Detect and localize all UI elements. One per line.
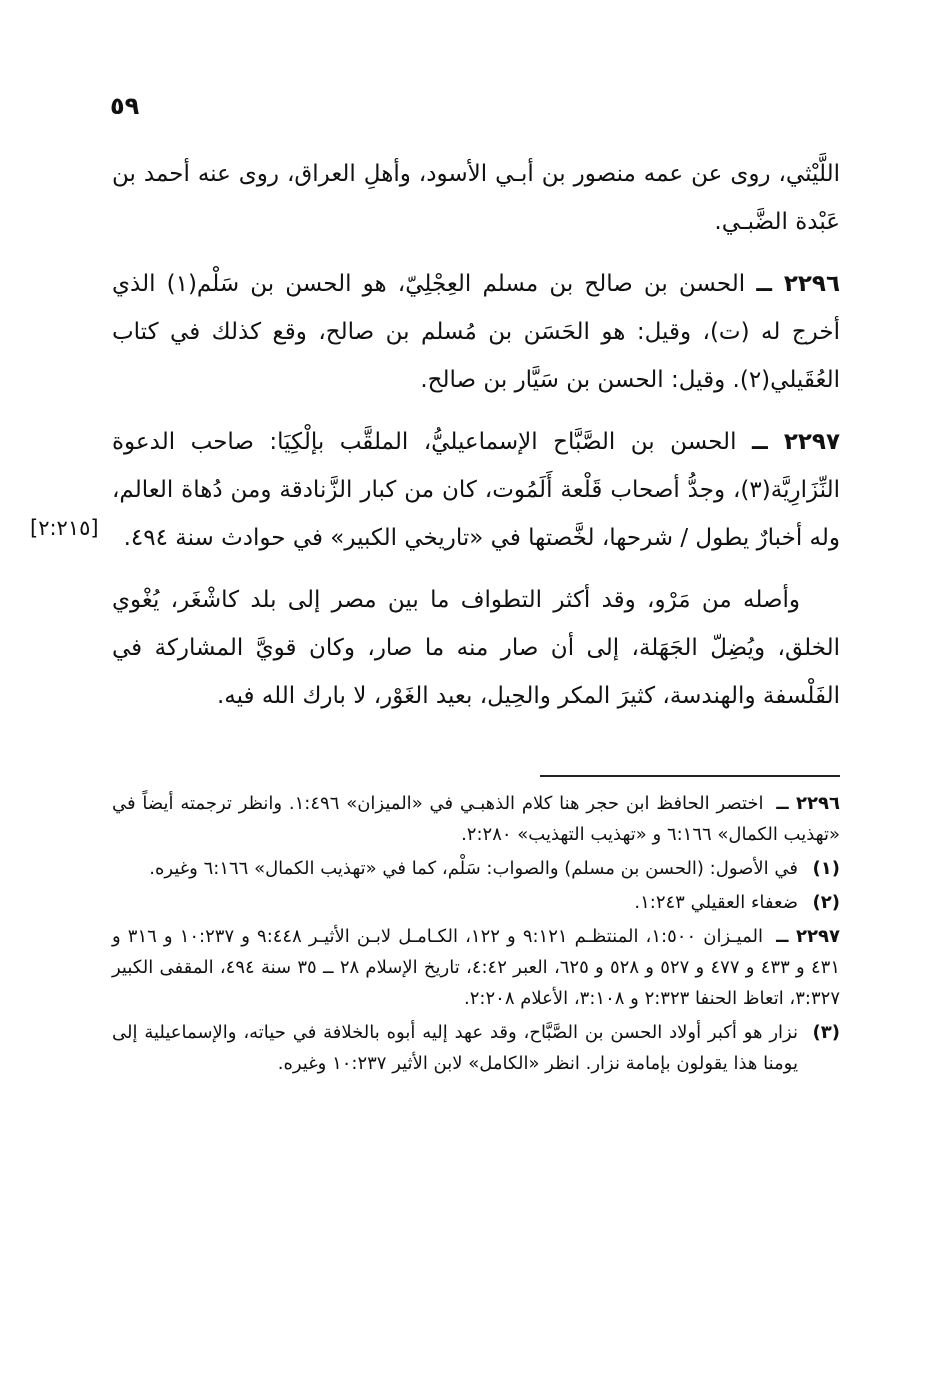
footnote-entry-2297 [112, 921, 840, 1014]
footnote-marker: (٣) [812, 1022, 840, 1043]
paragraph-text: الحسن بن الصَّبَّاح الإسماعيليُّ، الملقَّب بإلْكِيَا: صاحب الدعوة النِّزَارِيَّة(٣)، وجدُّ أصحاب قَلْعة أَلَمُوت، كان من كبار الزَّنادقة ومن دُهاة العالم، وله أخبارٌ يطول / شرحها، لخَّصتها في «تاريخي الكبير» في حوادث سنة ٤٩٤. [112, 429, 840, 551]
footnotes [112, 788, 840, 1082]
page-number: ٥٩ [110, 92, 140, 120]
paragraph-origin [112, 576, 840, 720]
footnote-text: نزار هو أكبر أولاد الحسن بن الصَّبَّاح، وقد عهد إليه أبوه بالخلافة في حياته، والإسماعيلية إلى يومنا هذا يقولون بإمامة نزار. انظر «الكامل» لابن الأثير ١٠:٢٣٧ وغيره. [112, 1022, 798, 1074]
footnote-marker: (١) [812, 858, 840, 879]
paragraph-text: اللَّيْثي، روى عن عمه منصور بن أبـي الأسود، وأهلِ العراق، روى عنه أحمد بن عَبْدة الضَّبـي. [112, 161, 840, 235]
footnote-entry-2296 [112, 788, 840, 850]
footnote-divider [540, 775, 840, 777]
footnote-text: في الأصول: (الحسن بن مسلم) والصواب: سَلْم، كما في «تهذيب الكمال» ٦:١٦٦ وغيره. [149, 858, 798, 879]
footnote-marker: ٢٢٩٦ ــ [776, 793, 840, 814]
footnote-1 [112, 853, 840, 884]
entry-2296 [112, 260, 840, 404]
entry-number: ٢٢٩٦ ــ [756, 271, 841, 297]
footnote-marker: ٢٢٩٧ ــ [776, 926, 840, 947]
paragraph-text: وأصله من مَرْو، وقد أكثر التطواف ما بين مصر إلى بلد كاشْغَر، يُغْوي الخلق، ويُضِلّ الجَهَلة، إلى أن صار منه ما صار، وكان قويَّ المشاركة في الفَلْسفة والهندسة، كثيرَ المكر والحِيل، بعيد الغَوْر، لا بارك الله فيه. [112, 587, 840, 709]
main-text [112, 150, 840, 734]
footnote-2 [112, 887, 840, 918]
footnote-text: الميـزان ١:٥٠٠، المنتظـم ٩:١٢١ و ١٢٢، الكـامـل لابـن الأثيـر ٩:٤٤٨ و ١٠:٢٣٧ و ٣١٦ و ٤٣١ و ٤٣٣ و ٤٧٧ و ٥٢٧ و ٥٢٨ و ٦٢٥، العبر ٤:٤٢، تاريخ الإسلام ٢٨ ــ ٣٥ سنة ٤٩٤، المقفى الكبير ٣:٣٢٧، اتعاظ الحنفا ٢:٣٢٣ و ٣:١٠٨، الأعلام ٢:٢٠٨. [112, 926, 841, 1009]
paragraph-text: الحسن بن صالح بن مسلم العِجْلِيّ، هو الحسن بن سَلْم(١) الذي أخرج له (ت)، وقيل: هو الحَسَن بن مُسلم بن صالح، وقع كذلك في كتاب العُقَيلي(٢). وقيل: الحسن بن سَيَّار بن صالح. [112, 271, 840, 393]
entry-number: ٢٢٩٧ ــ [751, 429, 841, 455]
footnote-text: ضعفاء العقيلي ١:٢٤٣. [634, 892, 798, 913]
footnote-text: اختصر الحافظ ابن حجر هنا كلام الذهبـي في «الميزان» ١:٤٩٦. وانظر ترجمته أيضاً في «تهذيب الكمال» ٦:١٦٦ و «تهذيب التهذيب» ٢:٢٨٠. [112, 793, 840, 845]
paragraph-continuation [112, 150, 840, 246]
footnote-3 [112, 1017, 840, 1079]
margin-reference: [٢:٢١٥] [30, 516, 99, 540]
footnote-marker: (٢) [812, 892, 840, 913]
entry-2297 [112, 418, 840, 562]
